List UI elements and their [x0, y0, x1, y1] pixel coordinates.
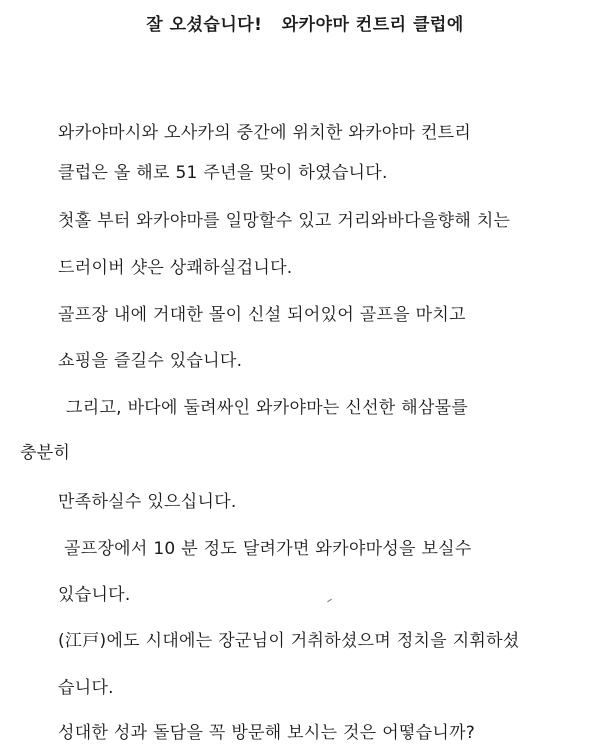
- body-line: 만족하실수 있으십니다.: [58, 492, 237, 512]
- body-line: 클럽은 올 해로 51 주년을 맞이 하였습니다.: [58, 163, 388, 183]
- body-line: 와카야마시와 오사카의 중간에 위치한 와카야마 컨트리: [58, 123, 472, 143]
- body-line: 쇼핑을 즐길수 있습니다.: [58, 351, 243, 371]
- body-line: 골프장 내에 거대한 몰이 신설 되어있어 골프을 마치고: [58, 305, 466, 325]
- body-line: 골프장에서 10 분 정도 달려가면 와카야마성을 보실수: [64, 539, 472, 559]
- document-title: 잘 오셨습니다! 와카야마 컨트리 클럽에: [146, 15, 464, 35]
- body-line: 그리고, 바다에 둘려싸인 와카야마는 신선한 해삼물를: [66, 398, 469, 418]
- body-line: 성대한 성과 돌담을 꼭 방문해 보시는 것은 어떻습니까?: [58, 723, 476, 743]
- body-line: (江戸)에도 시대에는 장군님이 거취하셨으며 정치을 지휘하셨: [58, 631, 520, 651]
- body-line: 드러이버 샷은 상쾌하실겁니다.: [58, 258, 293, 278]
- scan-speck: [327, 599, 332, 603]
- body-line: 첫홀 부터 와카야마를 일망할수 있고 거리와바다을향해 치는: [58, 211, 511, 231]
- body-line: 있습니다.: [58, 585, 131, 605]
- body-line: 충분히: [20, 443, 71, 463]
- body-line: 습니다.: [58, 678, 114, 698]
